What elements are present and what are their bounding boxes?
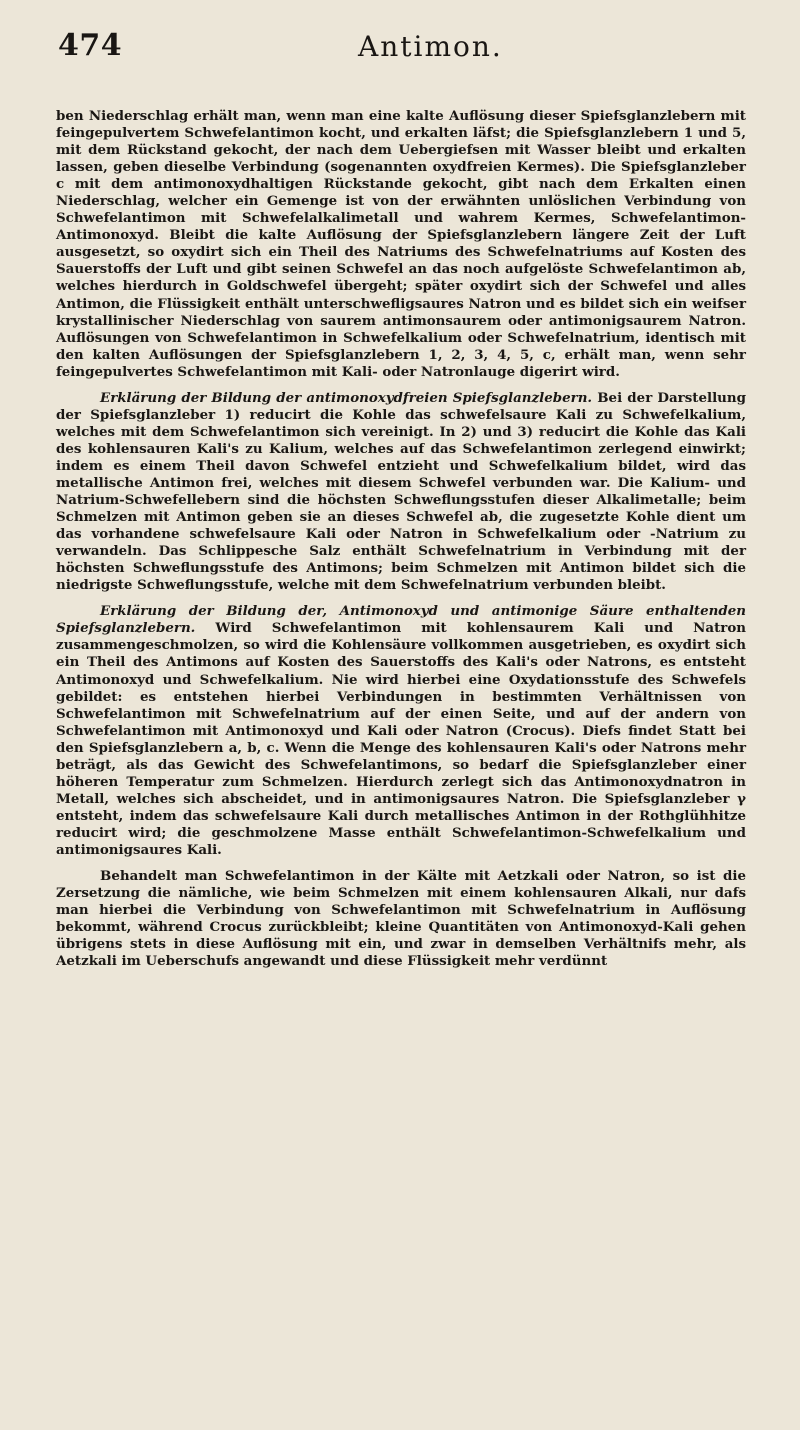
- page-header: [58, 28, 758, 78]
- page-number: 474: [58, 28, 123, 63]
- body-text: [56, 108, 746, 970]
- paragraph-3-text: Wird Schwefelantimon mit kohlensaurem Kali und Natron zusammengeschmolzen, so wird die Kohlensäure vollkommen ausgetrieben, es oxydirt sich ein Theil des Antimons auf Kosten des Sauerstoffs des Kali's oder Natrons, es entsteht Antimonoxyd und Schwefelkalium. Nie wird hierbei eine Oxydationsstufe des Schwefels gebildet: es entstehen hierbei Verbindungen in bestimmten Verhältnissen von Schwefelantimon mit Schwefelnatrium auf der einen Seite, und auf der andern von Schwefelantimon mit Antimonoxyd und Kali oder Natron (Crocus). Diefs findet Statt bei den Spiefsglanzlebern a, b, c. Wenn die Menge des kohlensauren Kali's oder Natrons mehr beträgt, als das Gewicht des Schwefelantimons, so bedarf die Spiefsglanzleber einer höheren Temperatur zum Schmelzen. Hierdurch zerlegt sich das Antimonoxydnatron in Metall, welches sich abscheidet, und in antimonigsaures Natron. Die Spiefsglanzleber γ entsteht, indem das schwefelsaure Kali durch metallisches Antimon in der Rothglühhitze reducirt wird; die geschmolzene Masse enthält Schwefelantimon-Schwefelkalium und antimonigsaures Kali.: [56, 620, 746, 858]
- paragraph-4: [56, 868, 746, 970]
- paragraph-3: [56, 603, 746, 859]
- paragraph-1-text: ben Niederschlag erhält man, wenn man eine kalte Auflösung dieser Spiefsglanzlebern mit feingepulvertem Schwefelantimon kocht, und erkalten läfst; die Spiefsglanzlebern 1 und 5, mit dem Rückstand gekocht, der nach dem Uebergiefsen mit Wasser bleibt und erkalten lassen, geben dieselbe Verbindung (sogenannten oxydfreien Kermes). Die Spiefsglanzleber c mit dem antimonoxydhaltigen Rückstande gekocht, gibt nach dem Erkalten einen Niederschlag, welcher ein Gemenge ist von der erwähnten unlöslichen Verbindung von Schwefelantimon mit Schwefelalkalimetall und wahrem Kermes, Schwefelantimon-Antimonoxyd. Bleibt die kalte Auflösung der Spiefsglanzlebern längere Zeit der Luft ausgesetzt, so oxydirt sich ein Theil des Natriums des Schwefelnatriums auf Kosten des Sauerstoffs der Luft und gibt seinen Schwefel an das noch aufgelöste Schwefelantimon ab, welches hierdurch in Goldschwefel übergeht; später oxydirt sich der Schwefel und alles Antimon, die Flüssigkeit enthält unterschwefligsaures Natron und es bildet sich ein weifser krystallinischer Niederschlag von saurem antimonsaurem oder antimonigsaurem Natron. Auflösungen von Schwefelantimon in Schwefelkalium oder Schwefelnatrium, identisch mit den kalten Auflösungen der Spiefsglanzlebern 1, 2, 3, 4, 5, c, erhält man, wenn sehr feingepulvertes Schwefelantimon mit Kali- oder Natronlauge digerirt wird.: [56, 108, 746, 380]
- paragraph-3-heading: Erklärung der Bildung der, Antimonoxyd und antimonige Säure enthaltenden Spiefsglanzlebern.: [56, 603, 746, 637]
- paragraph-2-text: Bei der Darstellung der Spiefsglanzleber 1) reducirt die Kohle das schwefelsaure Kali zu Schwefelkalium, welches mit dem Schwefelantimon sich vereinigt. In 2) und 3) reducirt die Kohle das Kali des kohlensauren Kali's zu Kalium, welches auf das Schwefelantimon zerlegend einwirkt; indem es einem Theil davon Schwefel entzieht und Schwefelkalium bildet, wird das metallische Antimon frei, welches mit diesem Schwefel verbunden war. Die Kalium- und Natrium-Schwefellebern sind die höchsten Schweflungsstufen dieser Alkalimetalle; beim Schmelzen mit Antimon geben sie an dieses Schwefel ab, die zugesetzte Kohle dient um das vorhandene schwefelsaure Kali oder Natron in Schwefelkalium oder -Natrium zu verwandeln. Das Schlippesche Salz enthält Schwefelnatrium in Verbindung mit der höchsten Schweflungsstufe des Antimons; beim Schmelzen mit Antimon bildet sich die niedrigste Schweflungsstufe, welche mit dem Schwefelnatrium verbunden bleibt.: [56, 389, 746, 594]
- paragraph-4-text: Behandelt man Schwefelantimon in der Kälte mit Aetzkali oder Natron, so ist die Zersetzung die nämliche, wie beim Schmelzen mit einem kohlensauren Alkali, nur dafs man hierbei die Verbindung von Schwefelantimon mit Schwefelnatrium in Auflösung bekommt, während Crocus zurückbleibt; kleine Quantitäten von Antimonoxyd-Kali gehen übrigens stets in diese Auflösung mit ein, und zwar in demselben Verhältnifs mehr, als Aetzkali im Ueberschufs angewandt und diese Flüssigkeit mehr verdünnt: [56, 868, 746, 970]
- paragraph-2-heading: Erklärung der Bildung der antimonoxydfreien Spiefsglanzlebern.: [100, 389, 593, 406]
- paragraph-1: [56, 108, 746, 381]
- running-title: Antimon.: [358, 30, 503, 63]
- paragraph-2: [56, 390, 746, 595]
